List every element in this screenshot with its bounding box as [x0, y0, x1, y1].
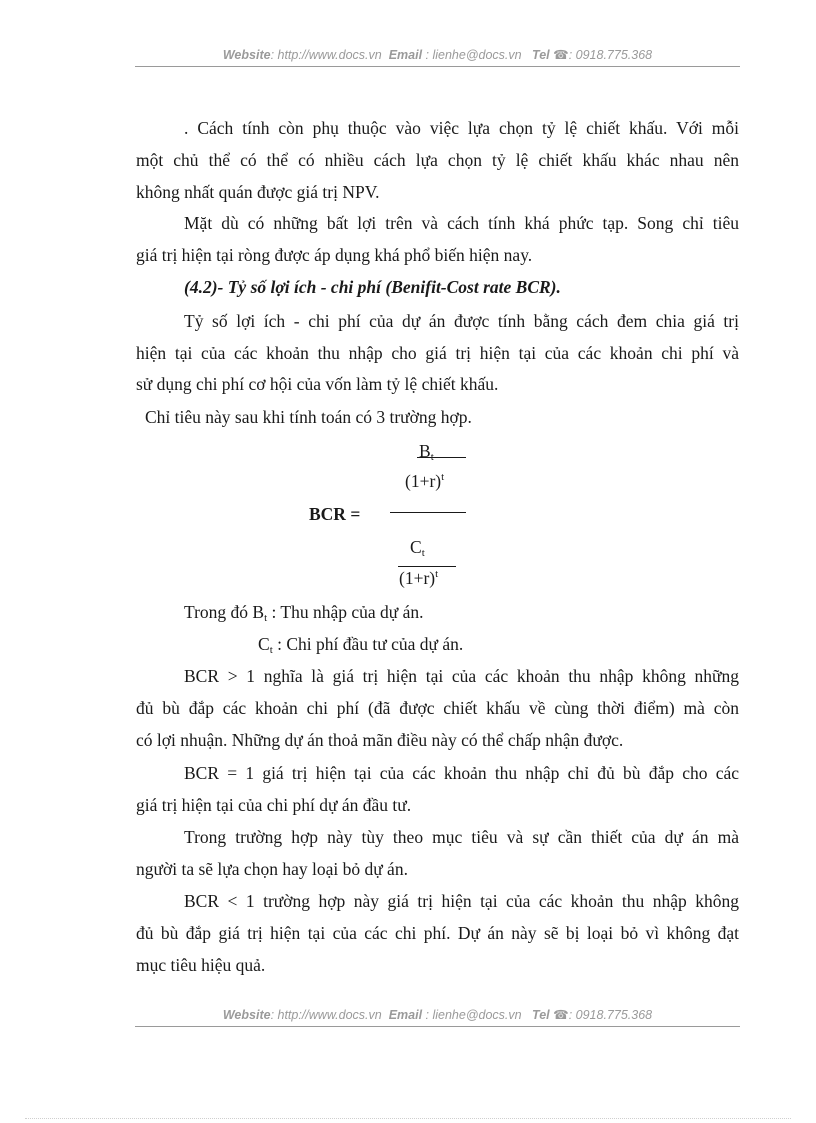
header-email-value: : lienhe@docs.vn [425, 48, 522, 62]
paragraph-line: Tỷ số lợi ích - chi phí của dự án được tính bằng cách đem chia giá trị [184, 311, 739, 331]
paragraph-line: một chủ thể có thể có nhiều cách lựa chọn tỷ lệ chiết khấu khác nhau nên [136, 150, 739, 170]
section-heading: (4.2)- Tỷ số lợi ích - chi phí (Benifit-Cost rate BCR). [184, 277, 561, 297]
footer-website-label: Website [222, 1008, 271, 1022]
header-tel-label: Tel [532, 48, 550, 62]
paragraph-line: BCR = 1 giá trị hiện tại của các khoản thu nhập chỉ đủ bù đắp cho các [184, 763, 739, 783]
paragraph-line: không nhất quán được giá trị NPV. [136, 182, 380, 202]
paragraph-line: sử dụng chi phí cơ hội của vốn làm tỷ lệ chiết khấu. [136, 374, 499, 394]
header-tel-value: : 0918.775.368 [568, 48, 653, 62]
formula-cost: $C_t$ [410, 537, 425, 559]
phone-icon: ☎ [553, 1008, 569, 1022]
page-header [135, 47, 740, 62]
header-divider [135, 66, 740, 67]
paragraph-line: đủ bù đắp giá trị hiện tại của các chi phí. Dự án này sẽ bị loại bỏ vì không đạt [136, 923, 739, 943]
footer-website-value: : http://www.docs.vn [270, 1008, 382, 1022]
footer-divider [135, 1026, 740, 1027]
footer-email-label: Email [388, 1008, 423, 1022]
paragraph-line: . Cách tính còn phụ thuộc vào việc lựa chọn tỷ lệ chiết khấu. Với mỗi [184, 118, 739, 138]
paragraph-line: mục tiêu hiệu quả. [136, 955, 266, 975]
paragraph-line: Mặt dù có những bất lợi trên và cách tính khá phức tạp. Song chỉ tiêu [184, 213, 739, 233]
formula-cost-denominator: $(1+r)^t$ [399, 568, 439, 588]
header-website-label: Website [222, 48, 271, 62]
paragraph-line: giá trị hiện tại ròng được áp dụng khá phổ biến hiện nay. [136, 245, 533, 265]
definition-line-benefit: Trong đó $B_t$ : Thu nhập của dự án. [184, 602, 424, 624]
footer-tel-value: : 0918.775.368 [568, 1008, 653, 1022]
formula-benefit: $B_t$ [419, 441, 434, 463]
paragraph-line: đủ bù đắp các khoản chi phí (đã được chiết khấu về cùng thời điểm) mà còn [136, 698, 739, 718]
formula-main-bar [390, 512, 466, 513]
header-website-value: : http://www.docs.vn [270, 48, 382, 62]
header-email-label: Email [388, 48, 423, 62]
paragraph-line: BCR > 1 nghĩa là giá trị hiện tại của các khoản thu nhập không những [184, 666, 739, 686]
paragraph-line: Chỉ tiêu này sau khi tính toán có 3 trường hợp. [145, 407, 472, 427]
paragraph-line: người ta sẽ lựa chọn hay loại bỏ dự án. [136, 859, 408, 879]
paragraph-line: giá trị hiện tại của chi phí dự án đầu tư. [136, 795, 412, 815]
page-break-line [25, 1118, 791, 1119]
formula-benefit-bar [417, 457, 466, 458]
formula-benefit-denominator: $(1+r)^t$ [405, 471, 445, 491]
page-footer [135, 1007, 740, 1022]
formula-lhs: BCR = [309, 504, 361, 524]
paragraph-line: BCR < 1 trường hợp này giá trị hiện tại của các khoản thu nhập không [184, 891, 739, 911]
phone-icon: ☎ [553, 48, 569, 62]
paragraph-line: có lợi nhuận. Những dự án thoả mãn điều này có thể chấp nhận được. [136, 730, 624, 750]
paragraph-line: Trong trường hợp này tùy theo mục tiêu và sự cần thiết của dự án mà [184, 827, 739, 847]
definition-line-cost: $C_t$ : Chi phí đầu tư của dự án. [258, 634, 464, 656]
paragraph-line: hiện tại của các khoản thu nhập cho giá trị hiện tại của các khoản chi phí và [136, 343, 739, 363]
footer-email-value: : lienhe@docs.vn [425, 1008, 522, 1022]
footer-tel-label: Tel [532, 1008, 550, 1022]
